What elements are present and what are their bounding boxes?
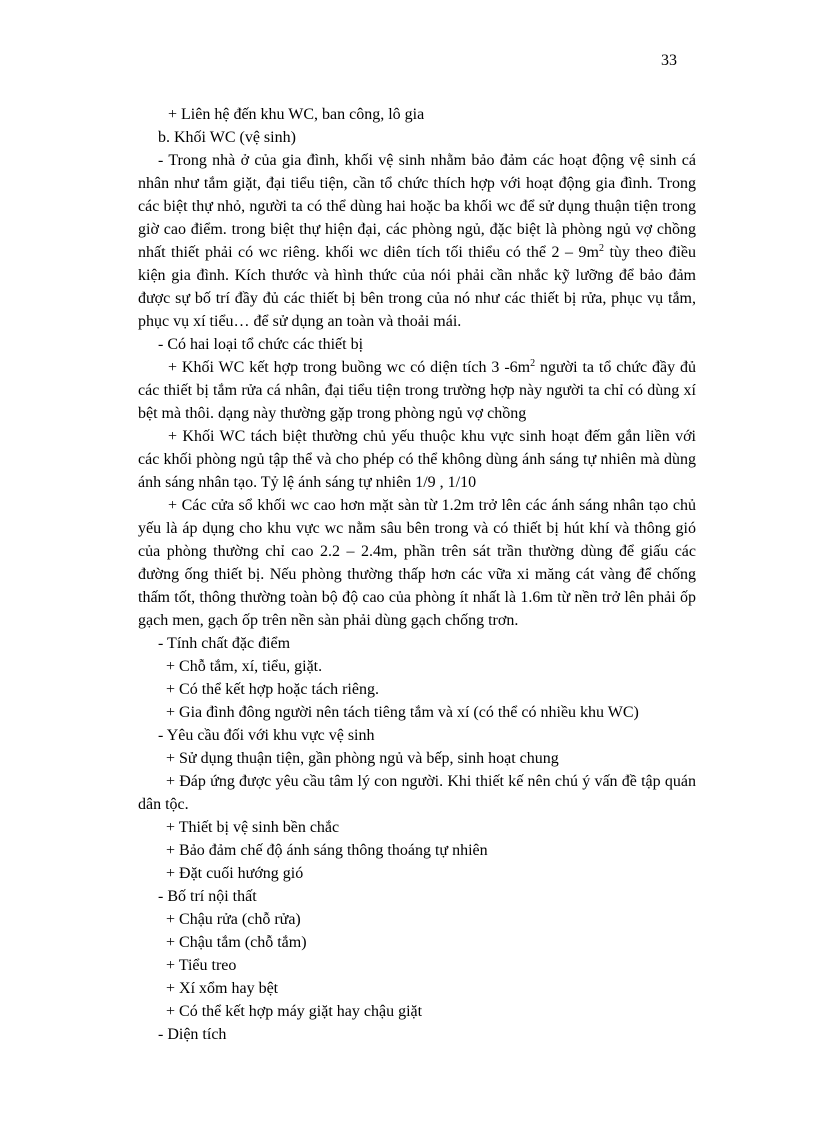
list-item: + Thiết bị vệ sinh bền chắc bbox=[166, 819, 340, 836]
text-segment: + Khối WC kết hợp trong buồng wc có diện tích 3 -6m bbox=[168, 359, 531, 376]
paragraph-windows: + Các cửa sổ khối wc cao hơn mặt sàn từ 1.2m trở lên các ánh sáng nhân tạo chủ yếu là áp dụng cho khu vực wc nằm sâu bên trong và có thiết bị hút khí và thông gió của phòng thường chỉ cao 2.2 – 2.4m, phần trên sát trần thường dùng để giấu các đường ống thiết bị. Nếu phòng thường thấp hơn các vữa xi măng cát vàng để chống thấm tốt, thông thường toàn bộ độ cao của phòng ít nhất là 1.6m từ nền trở lên phải ốp gạch men, gạch ốp trên nền sàn phải dùng gạch chống trơn. bbox=[138, 497, 696, 629]
list-item: + Chỗ tắm, xí, tiểu, giặt. bbox=[166, 658, 323, 675]
list-item: + Đặt cuối hướng gió bbox=[166, 865, 304, 882]
paragraph-separate-wc: + Khối WC tách biệt thường chủ yếu thuộc khu vực sinh hoạt đếm gắn liền với các khối phòng ngủ tập thể và cho phép có thể không dùng ánh sáng tự nhiên mà dùng ánh sáng nhân tạo. Tỷ lệ ánh sáng tự nhiên 1/9 , 1/10 bbox=[138, 428, 696, 491]
list-item: + Có thể kết hợp máy giặt hay chậu giặt bbox=[166, 1003, 423, 1020]
paragraph-contact-wc: + Liên hệ đến khu WC, ban công, lô gia bbox=[168, 106, 425, 123]
text-segment: tùy theo điều kiện gia đình. Kích thước và hình thức của nói phải cần nhắc kỹ lưỡng để bảo đảm được sự bố trí đầy đủ các thiết bị bên trong của nó như các thiết bị rửa, phục vụ tắm, phục vụ xí tiểu… để sử dụng an toàn và thoải mái. bbox=[138, 244, 697, 330]
list-item: + Xí xổm hay bệt bbox=[166, 980, 279, 997]
list-item: + Bảo đảm chế độ ánh sáng thông thoáng tự nhiên bbox=[166, 842, 488, 859]
section-heading-wc-block: b. Khối WC (vệ sinh) bbox=[158, 129, 296, 146]
list-item: + Chậu tắm (chỗ tắm) bbox=[166, 934, 307, 951]
paragraph-combined-wc bbox=[138, 356, 696, 425]
superscript: 2 bbox=[530, 358, 536, 369]
list-item: + Tiểu treo bbox=[166, 957, 237, 974]
paragraph-two-types: - Có hai loại tổ chức các thiết bị bbox=[158, 336, 364, 353]
document-body bbox=[138, 103, 696, 1046]
list-item: + Gia đình đông người nên tách tiêng tắm và xí (có thể có nhiều khu WC) bbox=[166, 704, 639, 721]
text-segment: - Trong nhà ở của gia đình, khối vệ sinh nhằm bảo đảm các hoạt động vệ sinh cá nhân như tắm giặt, đại tiểu tiện, cần tổ chức thích hợp với hoạt động gia đình. Trong các biệt thự nhỏ, người ta có thể dùng hai hoặc ba khối wc để sử dụng thuận tiện trong giờ cao điểm. trong biệt thự hiện đại, các phòng ngủ, đặc biệt là phòng ngủ vợ chồng nhất thiết phải có wc riêng. khối wc diên tích tối thiểu có thể 2 – 9m bbox=[138, 152, 696, 261]
list-item: + Sử dụng thuận tiện, gần phòng ngủ và bếp, sinh hoạt chung bbox=[166, 750, 559, 767]
heading-requirements: - Yêu cầu đối với khu vực vệ sinh bbox=[158, 727, 375, 744]
page-number: 33 bbox=[661, 52, 677, 69]
superscript: 2 bbox=[598, 243, 604, 254]
paragraph-wc-overview bbox=[138, 149, 696, 333]
heading-area: - Diện tích bbox=[158, 1026, 227, 1043]
list-item: + Đáp ứng được yêu cầu tâm lý con người. Khi thiết kế nên chú ý vấn đề tập quán dân tộc. bbox=[138, 773, 696, 813]
heading-characteristics: - Tính chất đặc điểm bbox=[158, 635, 291, 652]
list-item: + Có thể kết hợp hoặc tách riêng. bbox=[166, 681, 379, 698]
list-item: + Chậu rửa (chỗ rửa) bbox=[166, 911, 301, 928]
heading-interior-layout: - Bố trí nội thất bbox=[158, 888, 257, 905]
text-segment: người ta tổ chức đầy đủ các thiết bị tắm rửa cá nhân, đại tiểu tiện trong trường hợp này người ta chỉ có dùng xí bệt mà thôi. dạng này thường gặp trong phòng ngủ vợ chồng bbox=[138, 359, 697, 422]
